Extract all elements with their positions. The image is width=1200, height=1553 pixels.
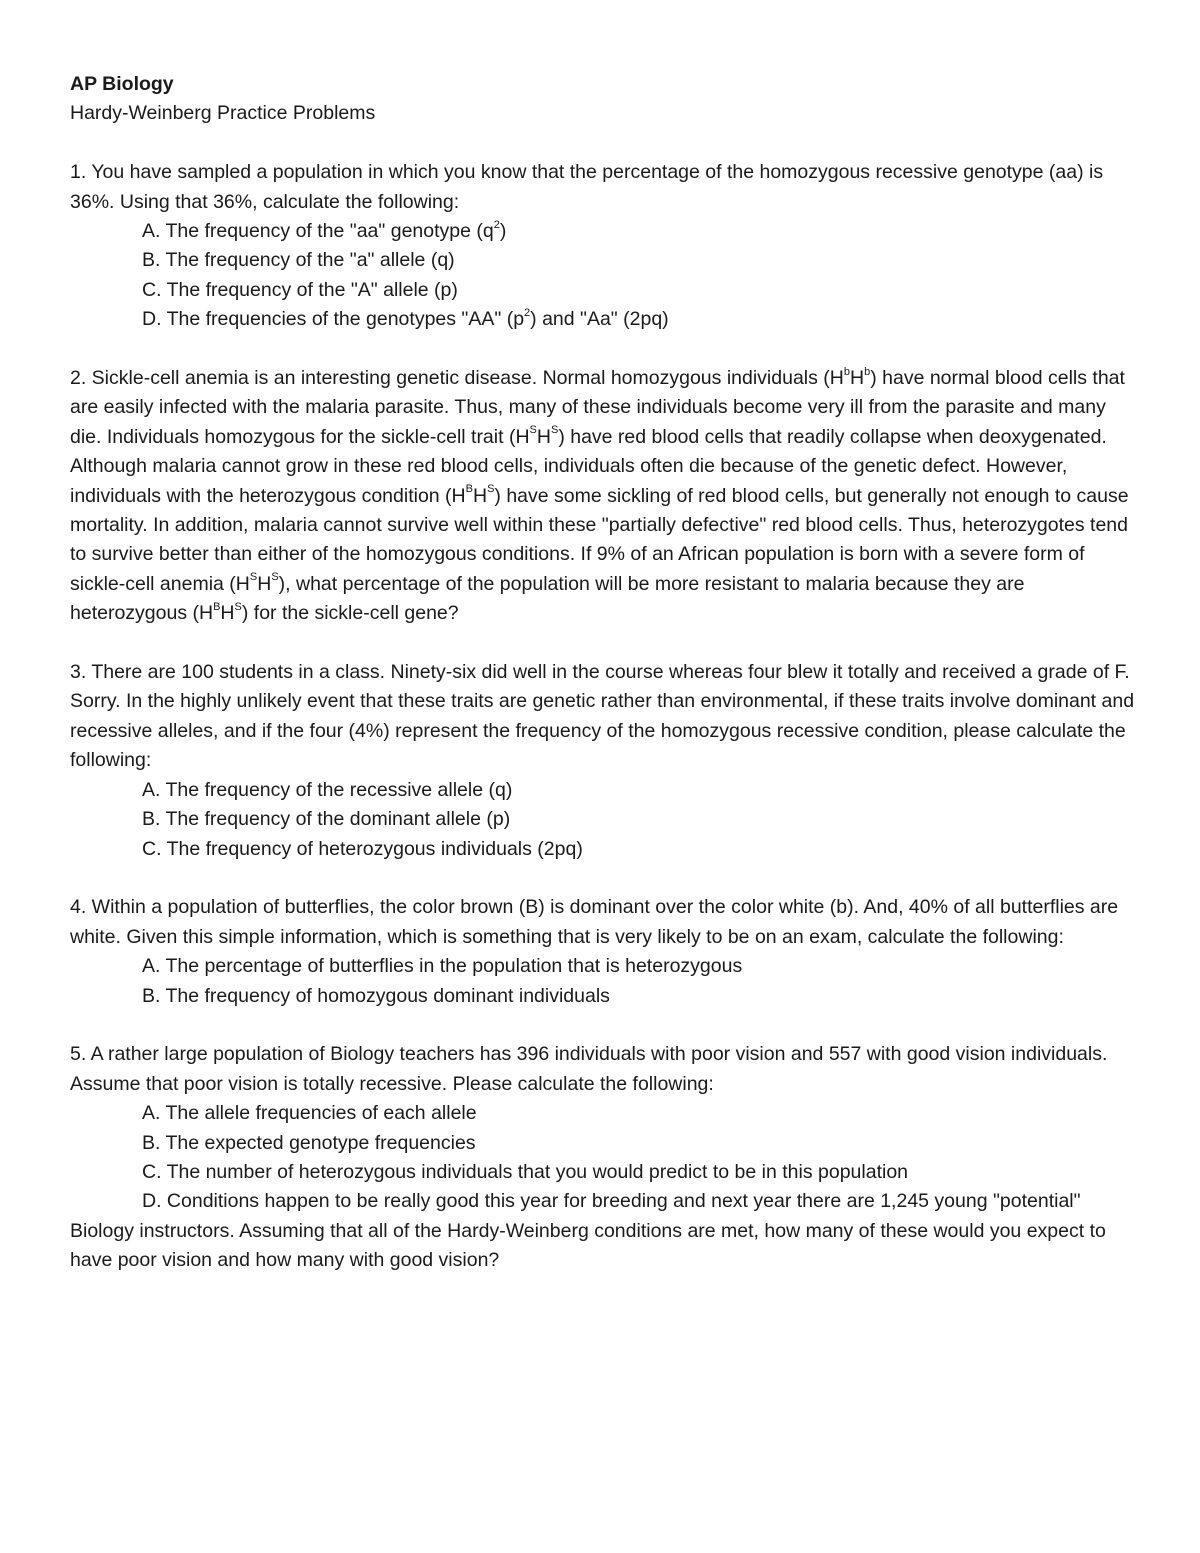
problem-3-part-c: C. The frequency of heterozygous individuals (2pq)	[142, 837, 583, 860]
problem-5	[70, 1040, 1140, 1275]
problem-2	[70, 364, 1140, 629]
problem-1-part-c: C. The frequency of the "A" allele (p)	[142, 278, 458, 301]
problem-3-intro: 3. There are 100 students in a class. Ninety-six did well in the course whereas four blew it totally and received a grade of F. Sorry. In the highly unlikely event that these traits are genetic rather than environmental, if these traits involve dominant and recessive alleles, and if the four (4%) represent the frequency of the homozygous recessive condition, please calculate the following:	[70, 661, 1135, 772]
problem-5-part-b: B. The expected genotype frequencies	[142, 1131, 476, 1154]
problem-4	[70, 893, 1140, 1011]
problem-1-part-d: D. The frequencies of the genotypes "AA" $(p^2)$ and "Aa" (2pq)	[142, 306, 669, 331]
problem-5-part-a: A. The allele frequencies of each allele	[142, 1102, 477, 1125]
problem-1-parts	[70, 217, 1140, 335]
problem-3-part-a: A. The frequency of the recessive allele (q)	[142, 778, 513, 801]
problem-5-part-d: D. Conditions happen to be really good this year for breeding and next year there are 1,245 young "potential" Biology instructors. Assuming that all of the Hardy-Weinberg conditions are met, how many of these would you expect to have poor vision and how many with good vision?	[70, 1190, 1106, 1272]
problem-3	[70, 658, 1140, 864]
problem-1	[70, 158, 1140, 334]
problem-4-parts	[70, 952, 1140, 1011]
problem-4-intro: 4. Within a population of butterflies, the color brown (B) is dominant over the color white (b). And, 40% of all butterflies are white. Given this simple information, which is something that is very likely to be on an exam, calculate the following:	[70, 896, 1119, 948]
problem-1-part-a: A. The frequency of the "aa" genotype $(q^2)$	[142, 218, 507, 243]
problem-5-intro: 5. A rather large population of Biology teachers has 396 individuals with poor vision and 557 with good vision individuals. Assume that poor vision is totally recessive. Please calculate the following:	[70, 1043, 1108, 1095]
problem-3-parts	[70, 776, 1140, 864]
problem-1-part-b: B. The frequency of the "a" allele (q)	[142, 249, 455, 272]
course-title: AP Biology	[70, 73, 174, 95]
worksheet-page	[70, 70, 1140, 1305]
problem-5-part-c: C. The number of heterozygous individuals that you would predict to be in this population	[142, 1160, 909, 1183]
problem-3-part-b: B. The frequency of the dominant allele (p)	[142, 808, 511, 831]
problem-1-intro: 1. You have sampled a population in which you know that the percentage of the homozygous recessive genotype (aa) is 36%. Using that 36%, calculate the following:	[70, 161, 1104, 213]
problem-4-part-b: B. The frequency of homozygous dominant individuals	[142, 984, 610, 1007]
problem-2-text: 2. Sickle-cell anemia is an interesting genetic disease. Normal homozygous individuals $(H^bH^b)$ have normal blood cells that are easily infected with the malaria parasite. Thus, many of these individuals become very ill from the parasite and many die. Individuals homozygous for the sickle-cell trait $(H^SH^S)$ have red blood cells that readily collapse when deoxygenated. Although malaria cannot grow in these red blood cells, individuals often die because of the genetic defect. However, individuals with the heterozygous condition $(H^BH^S)$ have some sickling of red blood cells, but generally not enough to cause mortality. In addition, malaria cannot survive well within these "partially defective" red blood cells. Thus, heterozygotes tend to survive better than either of the homozygous conditions. If 9% of an African population is born with a severe form of sickle-cell anemia $(H^SH^S)$, what percentage of the population will be more resistant to malaria because they are heterozygous $(H^BH^S)$ for the sickle-cell gene?	[70, 365, 1129, 625]
problem-5-parts	[70, 1099, 1140, 1275]
worksheet-title: Hardy-Weinberg Practice Problems	[70, 102, 376, 125]
problem-4-part-a: A. The percentage of butterflies in the population that is heterozygous	[142, 955, 743, 978]
